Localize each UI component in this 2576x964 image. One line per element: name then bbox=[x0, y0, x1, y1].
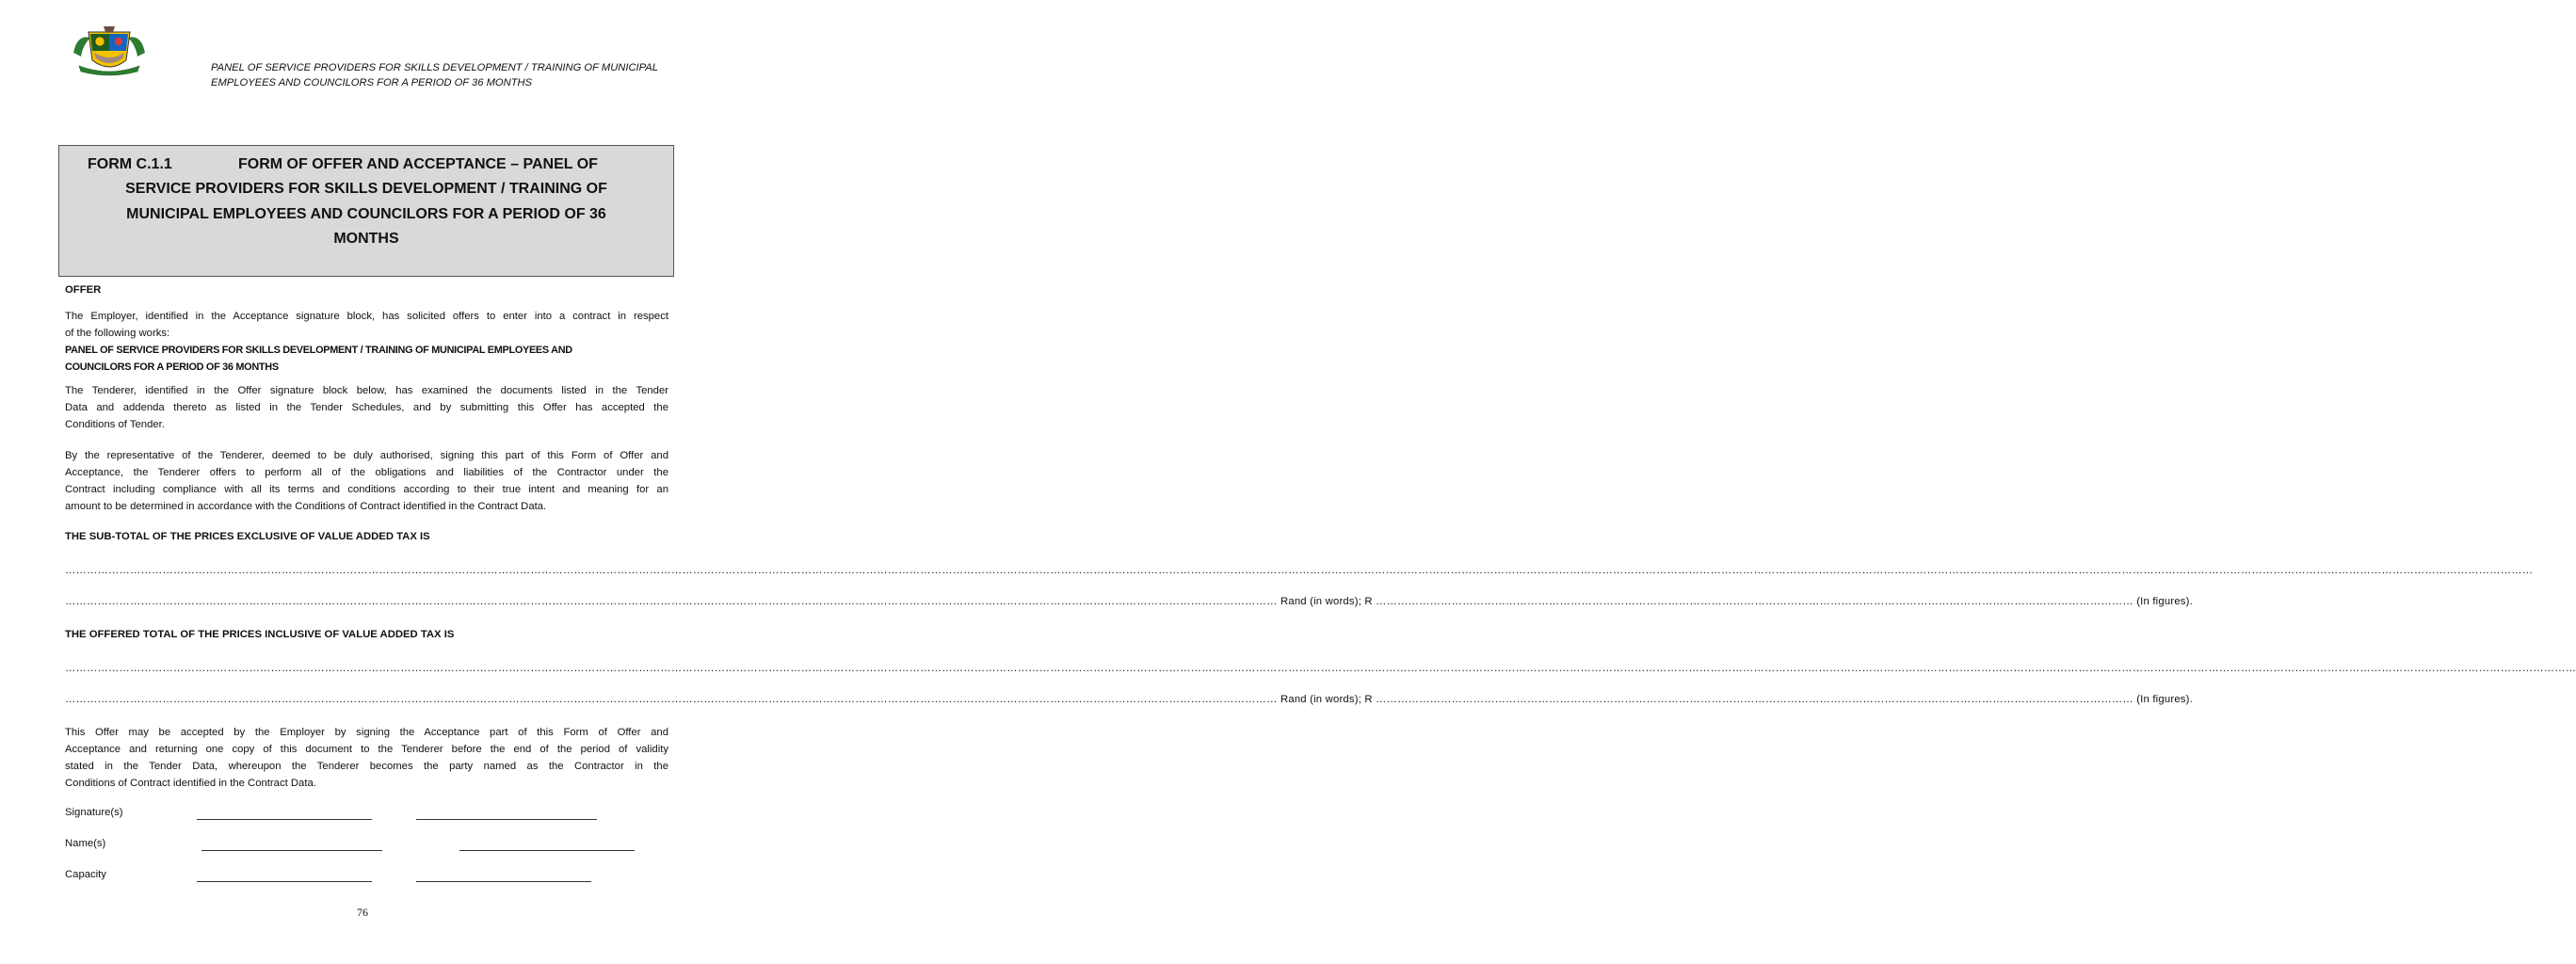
signature-line-1[interactable] bbox=[197, 819, 372, 820]
name-line-2[interactable] bbox=[459, 850, 635, 851]
paragraph-line: amount to be determined in accordance with the Conditions of Contract identified in the Contract Data. bbox=[65, 501, 547, 512]
page-number: 76 bbox=[357, 906, 368, 919]
capacity-line-2[interactable] bbox=[416, 881, 591, 882]
works-line: PANEL OF SERVICE PROVIDERS FOR SKILLS DEVELOPMENT / TRAINING OF MUNICIPAL EMPLOYEES AND bbox=[65, 345, 572, 356]
works-description bbox=[65, 342, 668, 376]
signature-line-2[interactable] bbox=[416, 819, 597, 820]
subtotal-amount-blank[interactable]: ……………………………………………………………………………………………………………………………………………………………………………………………………………………………………………………………………………………………………………………………………………………………………………………………………………………………………………………………………………………………………………………………………………………………………………………………………………………………… bbox=[65, 565, 2534, 576]
offer-intro-paragraph bbox=[65, 308, 668, 342]
form-title-line-2: SERVICE PROVIDERS FOR SKILLS DEVELOPMENT / TRAINING OF bbox=[125, 181, 607, 197]
paragraph-line: Acceptance, the Tenderer offers to perform all of the obligations and liabilities of the Contractor under the bbox=[65, 467, 668, 478]
paragraph-line: Data and addenda thereto as listed in the Tender Schedules, and by submitting this Offer has accepted the bbox=[65, 402, 668, 413]
capacity-label: Capacity bbox=[65, 869, 106, 880]
paragraph-line: The Tenderer, identified in the Offer signature block below, has examined the documents listed in the Tender bbox=[65, 385, 668, 396]
paragraph-line: The Employer, identified in the Acceptance signature block, has solicited offers to enter into a contract in respect bbox=[65, 311, 668, 322]
capacity-line-1[interactable] bbox=[197, 881, 372, 882]
name-label: Name(s) bbox=[65, 838, 106, 849]
form-title-line-1: FORM OF OFFER AND ACCEPTANCE – PANEL OF bbox=[238, 156, 598, 172]
paragraph-line: This Offer may be accepted by the Employer by signing the Acceptance part of this Form of Offer and bbox=[65, 727, 668, 738]
paragraph-line: Contract including compliance with all its terms and conditions according to their true intent and meaning for an bbox=[65, 484, 668, 495]
running-header-line-1: PANEL OF SERVICE PROVIDERS FOR SKILLS DEVELOPMENT / TRAINING OF MUNICIPAL bbox=[211, 62, 658, 73]
municipal-coat-of-arms-logo bbox=[70, 24, 149, 77]
paragraph-line: Acceptance and returning one copy of this document to the Tenderer before the end of the period of validity bbox=[65, 744, 668, 755]
paragraph-line: Conditions of Contract identified in the Contract Data. bbox=[65, 778, 316, 789]
total-rand-line[interactable]: ………………………………………………………………………………………………………………………………………………………………………………………………………………………………………………………………………………………………………… Rand (in words); R ………………………………………………………………………………………………………………………………………………………………………………………… (In figures). bbox=[65, 694, 2193, 705]
signature-label: Signature(s) bbox=[65, 807, 123, 818]
total-heading: THE OFFERED TOTAL OF THE PRICES INCLUSIVE OF VALUE ADDED TAX IS bbox=[65, 629, 455, 640]
running-header-line-2: EMPLOYEES AND COUNCILORS FOR A PERIOD OF 36 MONTHS bbox=[211, 77, 533, 88]
subtotal-heading: THE SUB-TOTAL OF THE PRICES EXCLUSIVE OF VALUE ADDED TAX IS bbox=[65, 531, 430, 542]
works-line: COUNCILORS FOR A PERIOD OF 36 MONTHS bbox=[65, 362, 279, 373]
form-title-line-3: MUNICIPAL EMPLOYEES AND COUNCILORS FOR A PERIOD OF 36 bbox=[126, 206, 606, 222]
running-header bbox=[211, 60, 700, 90]
tenderer-paragraph bbox=[65, 382, 668, 433]
acceptance-paragraph bbox=[65, 724, 668, 792]
total-amount-blank[interactable]: ………………………………………………………………………………………………………………………………………………………………………………………………………………………………………………………………………………………………………………………………………………………………………………………………………………………………………………………………………………………………………………………………………………………………………………………………………………………………………… bbox=[65, 663, 2576, 674]
form-title-box bbox=[58, 145, 674, 277]
paragraph-line: of the following works: bbox=[65, 328, 170, 339]
name-line-1[interactable] bbox=[201, 850, 382, 851]
paragraph-line: Conditions of Tender. bbox=[65, 419, 165, 430]
subtotal-rand-line[interactable]: ………………………………………………………………………………………………………………………………………………………………………………………………………………………………………………………………………………………………………… Rand (in words); R ………………………………………………………………………………………………………………………………………………………………………………………… (In figures). bbox=[65, 596, 2193, 607]
form-number: FORM C.1.1 bbox=[88, 156, 172, 172]
paragraph-line: stated in the Tender Data, whereupon the Tenderer becomes the party named as the Contractor in the bbox=[65, 761, 668, 772]
form-title-line-4: MONTHS bbox=[333, 231, 399, 247]
representative-paragraph bbox=[65, 447, 668, 515]
offer-heading: OFFER bbox=[65, 284, 102, 296]
paragraph-line: By the representative of the Tenderer, deemed to be duly authorised, signing this part of this Form of Offer and bbox=[65, 450, 668, 461]
